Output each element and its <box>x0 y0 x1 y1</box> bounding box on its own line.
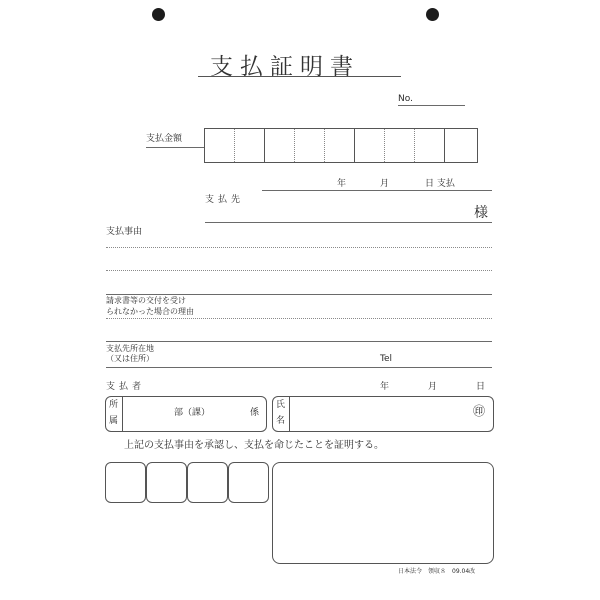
approval-box-1[interactable] <box>105 462 146 503</box>
binder-hole-right <box>426 8 439 21</box>
payment-date-line[interactable] <box>262 190 492 191</box>
payer-day-label: 日 <box>476 382 486 392</box>
honorific-sama: 様 <box>474 205 488 221</box>
no-label: No. <box>398 94 413 104</box>
payee-label: 支払先 <box>205 195 245 205</box>
form-title: 支払証明書 <box>210 54 360 80</box>
seal-mark: ㊞ <box>473 404 486 418</box>
payment-day-label: 日 支払 <box>425 179 455 189</box>
section-label: 係 <box>250 408 260 418</box>
payment-month-label: 月 <box>380 179 390 189</box>
payee-address-label-1: 支払先所在地 <box>106 344 154 353</box>
affiliation-label-1: 所 <box>109 400 119 410</box>
payer-year-label: 年 <box>380 382 390 392</box>
amount-digit-5[interactable] <box>325 129 355 162</box>
amount-digit-7[interactable] <box>385 129 415 162</box>
affiliation-field[interactable] <box>123 397 266 431</box>
name-label-2: 名 <box>276 416 286 426</box>
affiliation-label-2: 属 <box>109 416 119 426</box>
invoice-reason-label-2: られなかった場合の理由 <box>106 307 194 316</box>
reason-line-3[interactable] <box>106 294 492 295</box>
amount-digit-9[interactable] <box>445 129 475 162</box>
reason-line-1[interactable] <box>106 247 492 248</box>
invoice-reason-line-2[interactable] <box>106 341 492 342</box>
title-underline <box>198 76 401 77</box>
department-label: 部（課） <box>174 408 211 418</box>
approval-box-4[interactable] <box>228 462 269 503</box>
payer-label: 支払者 <box>106 382 146 392</box>
approval-box-3[interactable] <box>187 462 228 503</box>
approval-box-2[interactable] <box>146 462 187 503</box>
amount-digit-boxes <box>204 128 478 163</box>
amount-digit-3[interactable] <box>265 129 295 162</box>
amount-label-underline <box>146 147 204 148</box>
name-label-1: 氏 <box>276 400 286 410</box>
amount-digit-6[interactable] <box>355 129 385 162</box>
payment-year-label: 年 <box>337 179 347 189</box>
invoice-reason-label-1: 請求書等の交付を受け <box>106 296 186 305</box>
reason-label: 支払事由 <box>106 227 143 237</box>
amount-digit-2[interactable] <box>235 129 265 162</box>
certification-statement: 上記の支払事由を承認し、支払を命じたことを証明する。 <box>124 440 384 451</box>
payee-line[interactable] <box>205 222 492 223</box>
binder-hole-left <box>152 8 165 21</box>
no-field[interactable] <box>398 105 465 106</box>
payee-address-label-2: （又は住所） <box>106 354 154 363</box>
payee-address-line[interactable] <box>106 367 492 368</box>
stamp-box-large[interactable] <box>272 462 494 564</box>
amount-digit-8[interactable] <box>415 129 445 162</box>
name-field[interactable] <box>290 397 470 431</box>
payer-month-label: 月 <box>428 382 438 392</box>
invoice-reason-line-1[interactable] <box>106 318 492 319</box>
amount-label: 支払金額 <box>146 134 183 144</box>
amount-digit-1[interactable] <box>205 129 235 162</box>
tel-label: Tel <box>380 354 393 364</box>
footer-publisher: 日本法令 領収８ 09.04改 <box>398 568 476 575</box>
amount-digit-4[interactable] <box>295 129 325 162</box>
reason-line-2[interactable] <box>106 270 492 271</box>
